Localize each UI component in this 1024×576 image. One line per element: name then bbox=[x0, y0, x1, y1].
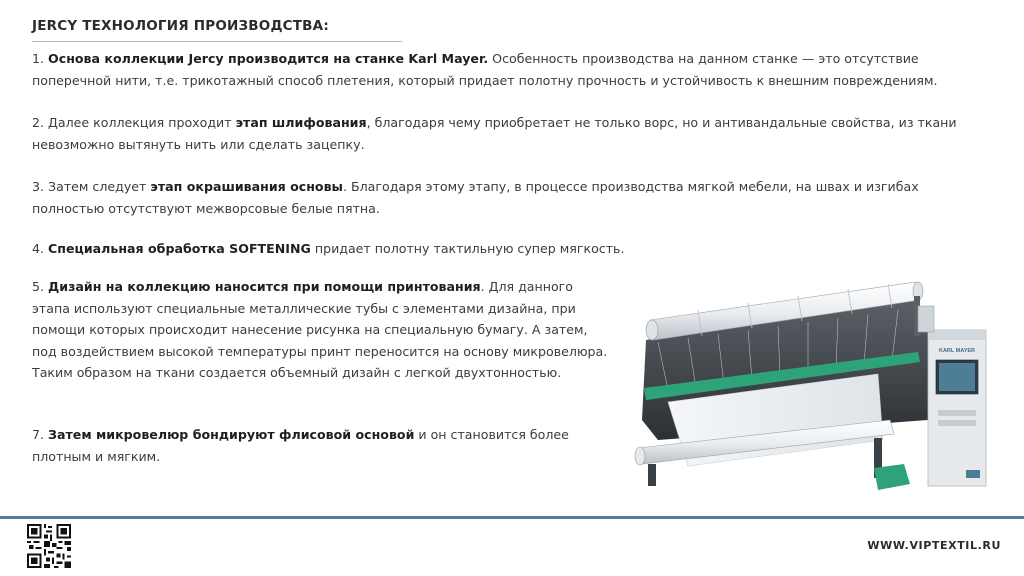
control-cabinet bbox=[928, 330, 986, 486]
paragraph-4 bbox=[32, 238, 992, 260]
website-link[interactable]: WWW.VIPTEXTIL.RU bbox=[867, 539, 1001, 552]
qr-code-icon bbox=[27, 524, 71, 568]
paragraph-text: , благодаря чему приобретает не только ворс, но и антивандальные свойства, из ткани невозможно вытянуть нить или сделать зацепку. bbox=[32, 115, 957, 152]
paragraph-1 bbox=[32, 48, 992, 91]
paragraph-number: 7. bbox=[32, 427, 49, 442]
paragraph-text: . Для данного этапа используют специальные металлические тубы с элементами дизайна, при помощи которых происходит нанесение рисунка на специальную бумагу. А затем, под воздействием высокой температуры принт переносится на основу микровелюра. Таким образом на ткани создается объемный дизайн с легкой двухтонностью. bbox=[32, 279, 608, 380]
paragraph-text: придает полотну тактильную супер мягкость. bbox=[310, 241, 625, 256]
paragraph-bold: этап окрашивания основы bbox=[150, 179, 343, 194]
paragraph-bold: Основа коллекции Jercy производится на станке Karl Mayer. bbox=[48, 51, 489, 66]
paragraph-number: 5. bbox=[32, 279, 49, 294]
paragraph-number: 2. bbox=[32, 115, 49, 130]
paragraph-text: Далее коллекция проходит bbox=[48, 115, 236, 130]
paragraph-text: . Благодаря этому этапу, в процессе производства мягкой мебели, на швах и изгибах полностью отсутствуют межворсовые белые пятна. bbox=[32, 179, 919, 216]
footer-divider bbox=[0, 516, 1024, 519]
paragraph-3 bbox=[32, 176, 992, 219]
paragraph-text: Особенность производства на данном станке — это отсутствие поперечной нити, т.е. трикотажный способ плетения, который придает полотну прочность и устойчивость к внешним повреждениям. bbox=[32, 51, 938, 88]
paragraph-number: 4. bbox=[32, 241, 49, 256]
paragraph-text: и он становится более плотным и мягким. bbox=[32, 427, 569, 464]
paragraph-text: Затем следует bbox=[48, 179, 151, 194]
title-divider bbox=[32, 41, 402, 42]
page-title: JERCY ТЕХНОЛОГИЯ ПРОИЗВОДСТВА: bbox=[32, 18, 329, 34]
knitting-machine-image bbox=[628, 270, 1004, 502]
paragraph-bold: Дизайн на коллекцию наносится при помощи принтования bbox=[48, 279, 481, 294]
paragraph-number: 1. bbox=[32, 51, 49, 66]
paragraph-7 bbox=[32, 424, 612, 467]
paragraph-2 bbox=[32, 112, 992, 155]
paragraph-5 bbox=[32, 276, 612, 384]
paragraph-bold: Затем микровелюр бондируют флисовой основой bbox=[48, 427, 415, 442]
paragraph-bold: Специальная обработка SOFTENING bbox=[48, 241, 311, 256]
brand-label: KARL MAYER bbox=[938, 348, 976, 354]
paragraph-bold: этап шлифования bbox=[235, 115, 367, 130]
paragraph-number: 3. bbox=[32, 179, 49, 194]
